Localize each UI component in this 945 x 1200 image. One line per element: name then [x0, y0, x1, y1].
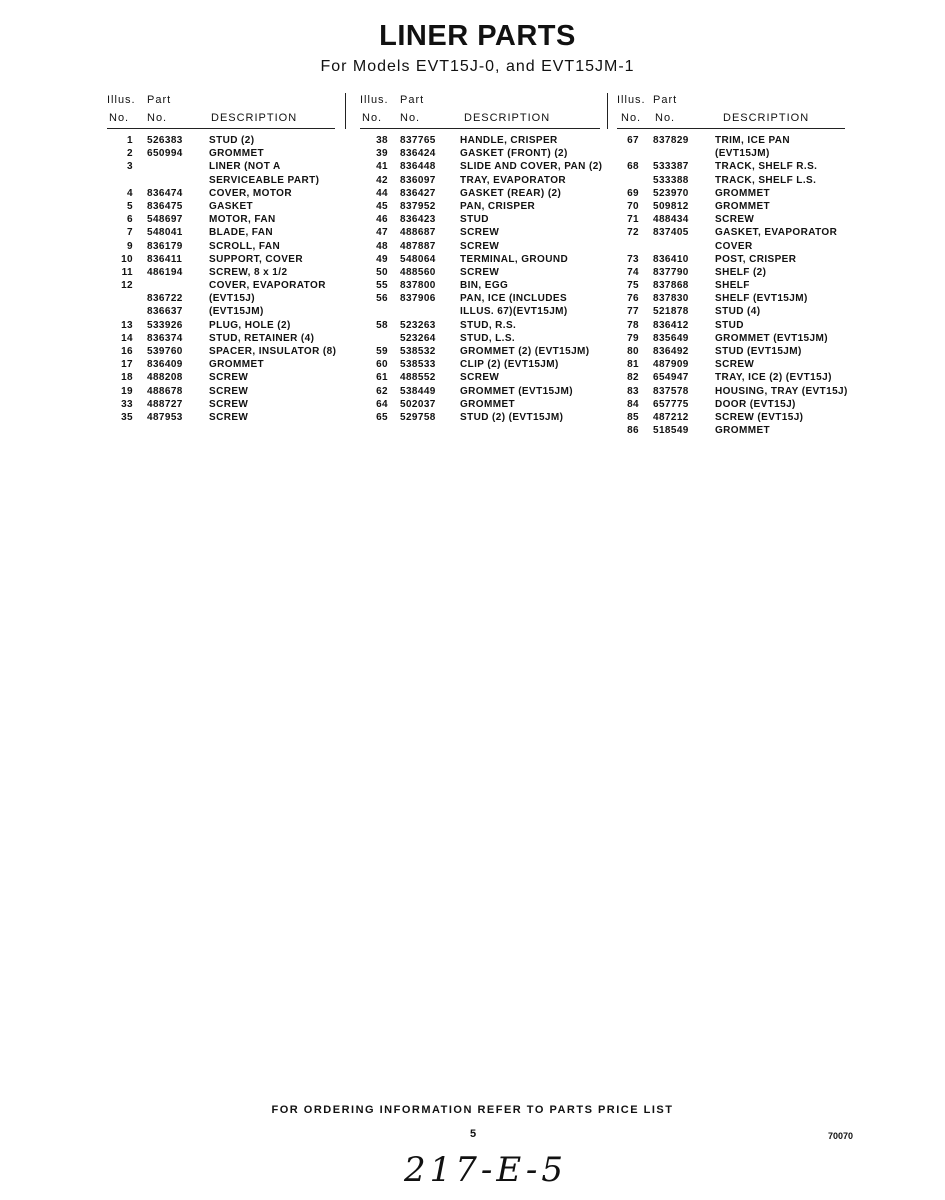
illus-number: 48: [376, 240, 388, 252]
part-description: SCREW: [209, 411, 249, 423]
illus-number: 50: [376, 266, 388, 278]
part-number: 836474: [147, 187, 183, 199]
illus-number: 78: [627, 319, 639, 331]
column-header: [360, 92, 600, 128]
part-description: (EVT15J): [209, 293, 255, 305]
part-description: POST, CRISPER: [715, 253, 797, 265]
header-illus: Illus.: [107, 94, 136, 106]
illus-number: 10: [121, 253, 133, 265]
part-description: GROMMET: [715, 200, 771, 212]
part-description: GROMMET: [715, 187, 771, 199]
part-description: SCREW: [460, 266, 500, 278]
part-number: 837578: [653, 385, 689, 397]
part-number: 836410: [653, 253, 689, 265]
part-description: STUD: [715, 319, 744, 331]
illus-number: 83: [627, 385, 639, 397]
part-number: 837405: [653, 227, 689, 239]
parts-column-1: [107, 92, 337, 423]
part-description: GASKET: [209, 200, 254, 212]
illus-number: 14: [121, 332, 133, 344]
part-number: 836179: [147, 240, 183, 252]
part-description: SHELF (EVT15JM): [715, 293, 808, 305]
part-number: 488560: [400, 266, 436, 278]
header-rule: [360, 128, 600, 129]
part-description: GROMMET (EVT15JM): [715, 332, 828, 344]
part-number: 836423: [400, 214, 436, 226]
part-description: GROMMET (2) (EVT15JM): [460, 346, 590, 357]
illus-number: 85: [627, 411, 639, 423]
part-number: 487909: [653, 359, 689, 371]
part-description: GROMMET: [460, 398, 516, 410]
part-number: 538449: [400, 385, 436, 397]
part-number: 518549: [653, 425, 689, 437]
illus-number: 47: [376, 227, 388, 239]
part-description: SCREW: [715, 214, 755, 226]
part-description: SLIDE AND COVER, PAN (2): [460, 161, 603, 173]
part-number: 837906: [400, 293, 436, 305]
illus-number: 81: [627, 359, 639, 371]
part-number: 548041: [147, 227, 183, 239]
part-description: COVER: [715, 240, 753, 252]
part-description: SCREW: [209, 385, 249, 397]
part-number: 533926: [147, 319, 183, 331]
part-description: GROMMET (EVT15JM): [460, 385, 573, 397]
part-number: 487887: [400, 240, 436, 252]
part-description: BIN, EGG: [460, 280, 509, 292]
illus-number: 58: [376, 319, 388, 331]
illus-number: 12: [121, 280, 133, 292]
part-description: GASKET (REAR) (2): [460, 187, 562, 199]
part-number: 836409: [147, 359, 183, 371]
illus-number: 70: [627, 200, 639, 212]
part-description: (EVT15JM): [715, 148, 770, 160]
header-illus-no: No.: [362, 112, 383, 124]
header-part: Part: [400, 94, 425, 106]
part-description: TRAY, ICE (2) (EVT15J): [715, 372, 832, 384]
illus-number: 56: [376, 293, 388, 305]
part-number: 488687: [400, 227, 436, 239]
part-number: 538533: [400, 359, 436, 371]
column-header: [617, 92, 845, 128]
illus-number: 6: [127, 214, 133, 226]
part-description: MOTOR, FAN: [209, 214, 276, 226]
illus-number: 68: [627, 161, 639, 173]
illus-number: 4: [127, 187, 133, 199]
part-description: SCREW: [715, 359, 755, 371]
header-part: Part: [653, 94, 678, 106]
part-description: LINER (NOT A: [209, 161, 281, 173]
illus-number: 5: [127, 200, 133, 212]
part-number: 521878: [653, 306, 689, 318]
part-number: 488552: [400, 372, 436, 384]
illus-number: 84: [627, 398, 639, 410]
part-number: 509812: [653, 200, 689, 212]
illus-number: 18: [121, 372, 133, 384]
part-number: 836427: [400, 187, 436, 199]
part-number: 836424: [400, 148, 436, 160]
illus-number: 69: [627, 187, 639, 199]
part-description: SHELF: [715, 280, 750, 292]
document-code: 70070: [828, 1131, 854, 1141]
illus-number: 65: [376, 411, 388, 423]
part-number: 836097: [400, 174, 436, 186]
illus-number: 76: [627, 293, 639, 305]
page-title: LINER PARTS: [379, 20, 576, 52]
part-number: 837952: [400, 200, 436, 212]
part-description: STUD, RETAINER (4): [209, 332, 315, 344]
part-description: SCREW: [209, 372, 249, 384]
illus-number: 17: [121, 359, 133, 371]
illus-number: 74: [627, 266, 639, 278]
part-description: CLIP (2) (EVT15JM): [460, 359, 559, 371]
part-number: 836637: [147, 306, 183, 318]
part-number: 837790: [653, 266, 689, 278]
part-description: HOUSING, TRAY (EVT15J): [715, 385, 848, 397]
part-number: 539760: [147, 346, 183, 357]
part-description: STUD, L.S.: [460, 332, 516, 344]
part-description: SCREW, 8 x 1/2: [209, 266, 288, 278]
part-description: SCREW: [460, 372, 500, 384]
illus-number: 62: [376, 385, 388, 397]
illus-number: 13: [121, 319, 133, 331]
part-description: PLUG, HOLE (2): [209, 319, 291, 331]
part-number: 488678: [147, 385, 183, 397]
page-subtitle: For Models EVT15J-0, and EVT15JM-1: [320, 58, 635, 75]
header-description: DESCRIPTION: [211, 112, 298, 124]
part-description: STUD, R.S.: [460, 319, 517, 331]
illus-number: 11: [121, 266, 133, 278]
parts-column-3: [617, 92, 848, 437]
illus-number: 1: [127, 135, 133, 146]
illus-number: 49: [376, 253, 388, 265]
illus-number: 44: [376, 187, 388, 199]
header-description: DESCRIPTION: [464, 112, 551, 124]
header-part-no: No.: [655, 112, 676, 124]
part-number: 836722: [147, 293, 183, 305]
header-part-no: No.: [400, 112, 421, 124]
part-number: 837765: [400, 135, 436, 146]
part-number: 837830: [653, 293, 689, 305]
illus-number: 3: [127, 161, 133, 173]
part-description: SCREW: [460, 227, 500, 239]
header-illus: Illus.: [360, 94, 389, 106]
part-description: (EVT15JM): [209, 306, 264, 318]
handwritten-note: 217-E-5: [404, 1150, 567, 1190]
part-number: 533387: [653, 161, 689, 173]
header-part: Part: [147, 94, 172, 106]
illus-number: 79: [627, 332, 639, 344]
illus-number: 80: [627, 346, 639, 357]
illus-number: 19: [121, 385, 133, 397]
part-number: 488208: [147, 372, 183, 384]
header-rule: [107, 128, 335, 129]
part-description: BLADE, FAN: [209, 227, 273, 239]
part-description: TERMINAL, GROUND: [460, 253, 569, 265]
header-illus-no: No.: [109, 112, 130, 124]
illus-number: 71: [627, 214, 639, 226]
part-number: 488434: [653, 214, 689, 226]
part-number: 538532: [400, 346, 436, 357]
illus-number: 39: [376, 148, 388, 160]
part-number: 657775: [653, 398, 689, 410]
part-number: 835649: [653, 332, 689, 344]
part-number: 526383: [147, 135, 183, 146]
illus-number: 38: [376, 135, 388, 146]
illus-number: 75: [627, 280, 639, 292]
header-rule: [617, 128, 845, 129]
illus-number: 64: [376, 398, 388, 410]
part-number: 837868: [653, 280, 689, 292]
illus-number: 82: [627, 372, 639, 384]
part-description: TRIM, ICE PAN: [715, 135, 791, 146]
part-description: COVER, EVAPORATOR: [209, 280, 326, 292]
illus-number: 59: [376, 346, 388, 357]
part-description: STUD: [460, 214, 489, 226]
part-description: STUD (4): [715, 306, 761, 318]
part-description: TRACK, SHELF L.S.: [715, 174, 817, 186]
part-description: HANDLE, CRISPER: [460, 135, 558, 146]
illus-number: 33: [121, 398, 133, 410]
part-description: COVER, MOTOR: [209, 187, 292, 199]
illus-number: 60: [376, 359, 388, 371]
illus-number: 72: [627, 227, 639, 239]
page-number: 5: [470, 1128, 477, 1140]
part-number: 650994: [147, 148, 183, 160]
illus-number: 77: [627, 306, 639, 318]
header-illus-no: No.: [621, 112, 642, 124]
part-description: GROMMET: [715, 425, 771, 437]
part-description: TRACK, SHELF R.S.: [715, 161, 818, 173]
part-description: GASKET, EVAPORATOR: [715, 227, 838, 239]
part-description: SCREW: [209, 398, 249, 410]
part-number: 487953: [147, 411, 183, 423]
part-number: 836374: [147, 332, 183, 344]
part-description: STUD (EVT15JM): [715, 346, 802, 357]
illus-number: 55: [376, 280, 388, 292]
part-description: TRAY, EVAPORATOR: [460, 174, 567, 186]
illus-number: 16: [121, 346, 133, 357]
header-illus: Illus.: [617, 94, 646, 106]
illus-number: 35: [121, 411, 133, 423]
part-number: 529758: [400, 411, 436, 423]
column-divider: [345, 93, 346, 129]
part-description: SCREW: [460, 240, 500, 252]
illus-number: 2: [127, 148, 133, 160]
part-number: 836448: [400, 161, 436, 173]
illus-number: 73: [627, 253, 639, 265]
part-description: GROMMET: [209, 359, 265, 371]
part-number: 487212: [653, 411, 689, 423]
part-number: 548697: [147, 214, 183, 226]
part-description: GASKET (FRONT) (2): [460, 148, 568, 160]
part-number: 837829: [653, 135, 689, 146]
part-description: PAN, ICE (INCLUDES: [460, 293, 568, 305]
illus-number: 46: [376, 214, 388, 226]
illus-number: 41: [376, 161, 388, 173]
column-divider: [607, 93, 608, 129]
part-number: 837800: [400, 280, 436, 292]
part-description: SCROLL, FAN: [209, 240, 281, 252]
part-description: ILLUS. 67)(EVT15JM): [460, 306, 568, 318]
part-number: 533388: [653, 174, 689, 186]
parts-column-2: [360, 92, 603, 423]
part-description: STUD (2): [209, 135, 255, 146]
part-description: GROMMET: [209, 148, 265, 160]
illus-number: 7: [127, 227, 133, 239]
illus-number: 42: [376, 174, 388, 186]
illus-number: 67: [627, 135, 639, 146]
illus-number: 9: [127, 240, 133, 252]
part-description: STUD (2) (EVT15JM): [460, 411, 564, 423]
part-number: 488727: [147, 398, 183, 410]
ordering-info-footer: FOR ORDERING INFORMATION REFER TO PARTS PRICE LIST: [271, 1104, 674, 1116]
part-number: 836492: [653, 346, 689, 357]
part-description: SHELF (2): [715, 266, 767, 278]
part-number: 502037: [400, 398, 436, 410]
part-number: 654947: [653, 372, 689, 384]
part-number: 836412: [653, 319, 689, 331]
header-part-no: No.: [147, 112, 168, 124]
part-description: SUPPORT, COVER: [209, 253, 303, 265]
part-description: SCREW (EVT15J): [715, 411, 804, 423]
part-number: 523264: [400, 332, 436, 344]
part-description: PAN, CRISPER: [460, 200, 536, 212]
part-description: SPACER, INSULATOR (8): [209, 346, 337, 357]
column-header: [107, 92, 335, 128]
header-description: DESCRIPTION: [723, 112, 810, 124]
illus-number: 61: [376, 372, 388, 384]
part-number: 523263: [400, 319, 436, 331]
illus-number: 45: [376, 200, 388, 212]
part-description: SERVICEABLE PART): [209, 174, 320, 186]
part-number: 836475: [147, 200, 183, 212]
illus-number: 86: [627, 425, 639, 437]
part-description: DOOR (EVT15J): [715, 398, 796, 410]
part-number: 836411: [147, 253, 183, 265]
part-number: 523970: [653, 187, 689, 199]
part-number: 486194: [147, 266, 183, 278]
part-number: 548064: [400, 253, 436, 265]
